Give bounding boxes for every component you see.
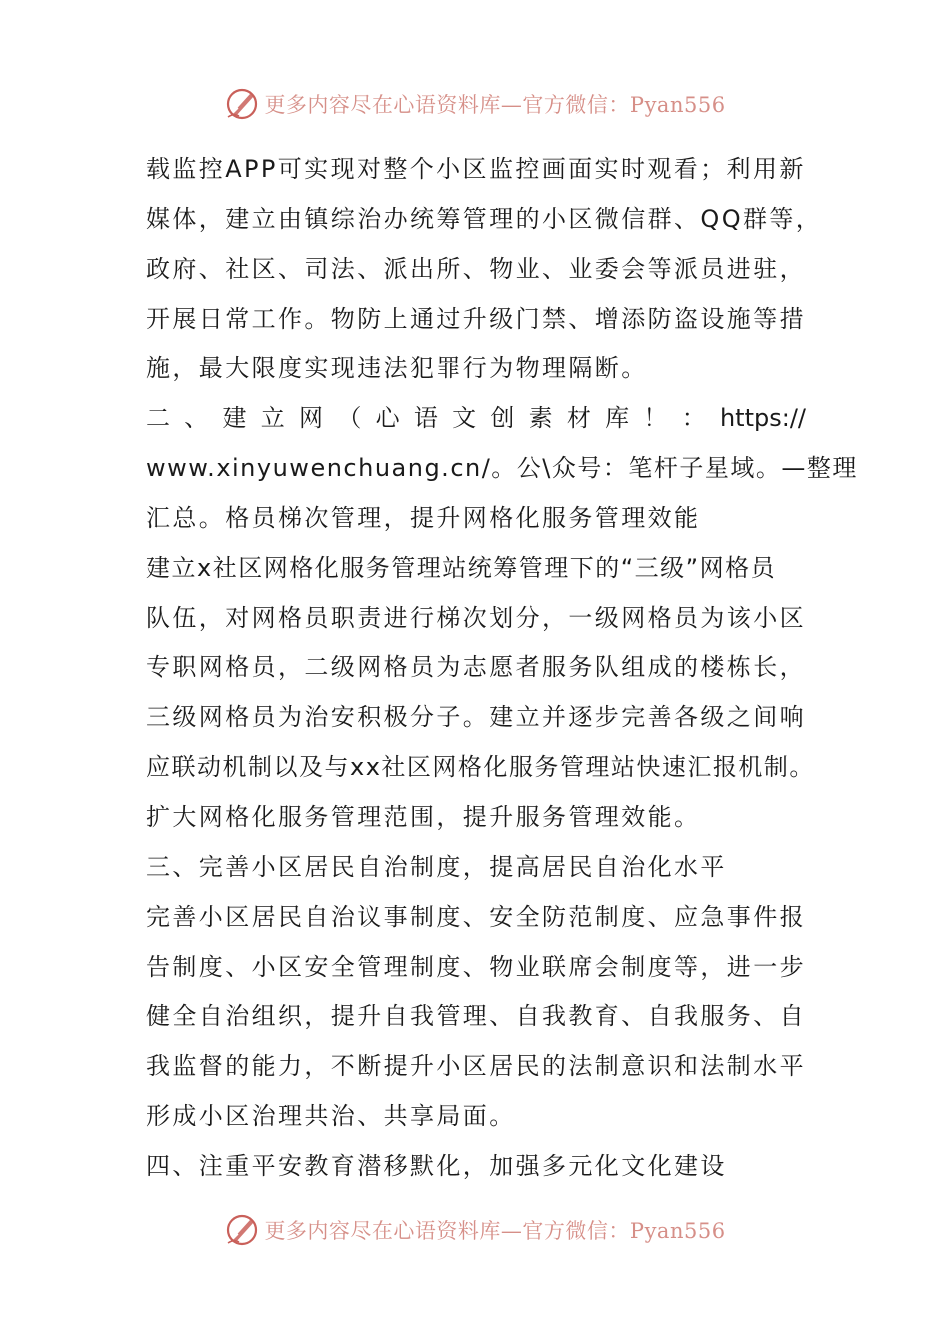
text-line: 应联动机制以及与xx社区网格化服务管理站快速汇报机制。 <box>146 753 815 782</box>
text-line: 政府、社区、司法、派出所、物业、业委会等派员进驻， <box>146 254 806 283</box>
text-line: 汇总。格员梯次管理，提升网格化服务管理效能 <box>146 503 701 532</box>
text-line: 完善小区居民自治议事制度、安全防范制度、应急事件报 <box>146 902 806 931</box>
text-line: 形成小区治理共治、共享局面。 <box>146 1102 516 1131</box>
text-line: 载监控APP可实现对整个小区监控画面实时观看；利用新 <box>146 155 806 183</box>
text-line: 健全自治组织，提升自我管理、自我教育、自我服务、自 <box>146 1002 806 1031</box>
text-line: 建立x社区网格化服务管理站统筹管理下的“三级”网格员 <box>146 553 777 582</box>
footer-banner-text: 更多内容尽在心语资料库—官方微信：Pyan556 <box>264 1219 726 1243</box>
text-line: 扩大网格化服务管理范围，提升服务管理效能。 <box>146 802 701 831</box>
text-line: 队伍，对网格员职责进行梯次划分，一级网格员为该小区 <box>146 603 806 632</box>
section-heading-2: 二 、 建 立 网 （ 心 语 文 创 素 材 库 ！ ： https:// <box>146 404 806 433</box>
header-banner <box>0 84 950 124</box>
text-line: 我监督的能力，不断提升小区居民的法制意识和法制水平 <box>146 1052 806 1081</box>
text-line: 专职网格员，二级网格员为志愿者服务队组成的楼栋长， <box>146 653 806 682</box>
document-body <box>146 145 858 1192</box>
text-line: 施，最大限度实现违法犯罪行为物理隔断。 <box>146 354 648 383</box>
text-line: 告制度、小区安全管理制度、物业联席会制度等，进一步 <box>146 952 806 981</box>
text-line: www.xinyuwenchuang.cn/。公\众号：笔杆子星域。—整理 <box>146 454 858 483</box>
text-line: 开展日常工作。物防上通过升级门禁、增添防盗设施等措 <box>146 304 806 333</box>
text-line: 三级网格员为治安积极分子。建立并逐步完善各级之间响 <box>146 703 806 732</box>
quill-pen-icon <box>224 86 260 122</box>
quill-pen-icon <box>224 1212 260 1248</box>
section-heading-4: 四、注重平安教育潜移默化，加强多元化文化建设 <box>146 1151 727 1180</box>
footer-banner <box>0 1210 950 1250</box>
header-banner-text: 更多内容尽在心语资料库—官方微信：Pyan556 <box>264 93 726 117</box>
section-heading-3: 三、完善小区居民自治制度，提高居民自治化水平 <box>146 852 727 881</box>
text-line: 媒体，建立由镇综治办统筹管理的小区微信群、QQ群等， <box>146 204 823 233</box>
